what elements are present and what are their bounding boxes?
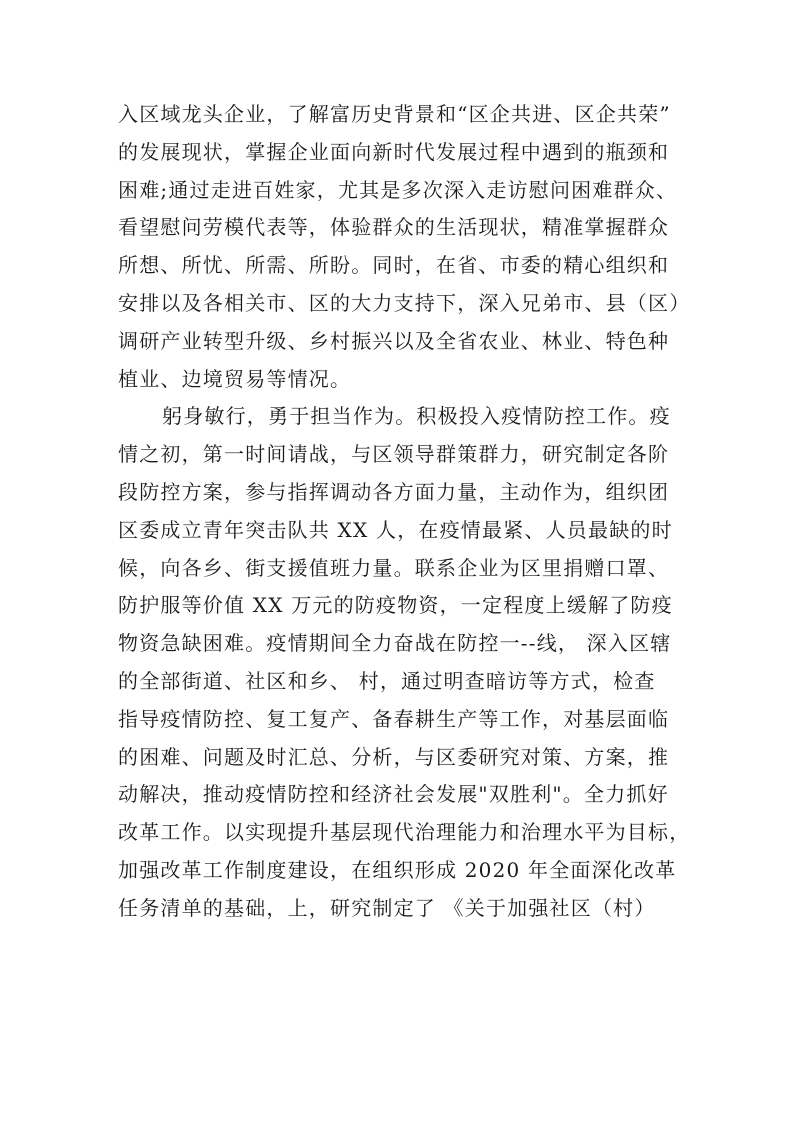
- text-line: 情之初，第一时间请战，与区领导群策群力，研究制定各阶: [118, 442, 670, 467]
- text-line: 物资急缺困难。疫情期间全力奋战在防控一--线， 深入区辖: [118, 631, 672, 656]
- text-line: 防护服等价值 XX 万元的防疫物资，一定程度上缓解了防疫: [118, 593, 673, 618]
- text-line: 的困难、问题及时汇总、分析，与区委研究对策、方案，推: [118, 744, 670, 769]
- text-line: 安排以及各相关市、区的大力支持下，深入兄弟市、县（区）: [118, 290, 691, 315]
- text-line: 段防控方案，参与指挥调动各方面力量，主动作为，组织团: [118, 479, 670, 504]
- text-line: 区委成立青年突击队共 XX 人，在疫情最紧、人员最缺的时: [118, 517, 673, 542]
- paragraph-first-line: 躬身敏行，勇于担当作为。积极投入疫情防控工作。疫: [162, 404, 671, 429]
- body-text: [118, 96, 691, 928]
- text-line: 改革工作。以实现提升基层现代治理能力和治理水平为目标，: [118, 820, 691, 845]
- text-line: 植业、边境贸易等情况。: [118, 366, 352, 391]
- text-line: 困难;通过走进百姓家，尤其是多次深入走访慰问困难群众、: [118, 177, 678, 202]
- text-line: 所想、所忧、所需、所盼。同时，在省、市委的精心组织和: [118, 253, 670, 278]
- text-line: 的全部街道、社区和乡、 村，通过明查暗访等方式，检查: [118, 668, 656, 693]
- text-line: 看望慰问劳模代表等，体验群众的生活现状，精准掌握群众: [118, 215, 670, 240]
- text-line: 加强改革工作制度建设，在组织形成 2020 年全面深化改革: [118, 857, 677, 882]
- text-line: 的发展现状，掌握企业面向新时代发展过程中遇到的瓶颈和: [118, 139, 670, 164]
- text-line: 任务清单的基础，上，研究制定了 《关于加强社区（村）: [118, 895, 656, 920]
- text-line: 调研产业转型升级、乡村振兴以及全省农业、林业、特色种: [118, 328, 670, 353]
- text-line: 动解决，推动疫情防控和经济社会发展"双胜利"。全力抓好: [118, 782, 669, 807]
- text-line: 指导疫情防控、复工复产、备春耕生产等工作，对基层面临: [118, 706, 670, 731]
- text-line: 候，向各乡、街支援值班力量。联系企业为区里捐赠口罩、: [118, 555, 670, 580]
- text-line: 入区域龙头企业，了解富历史背景和“区企共进、区企共荣”: [118, 102, 671, 126]
